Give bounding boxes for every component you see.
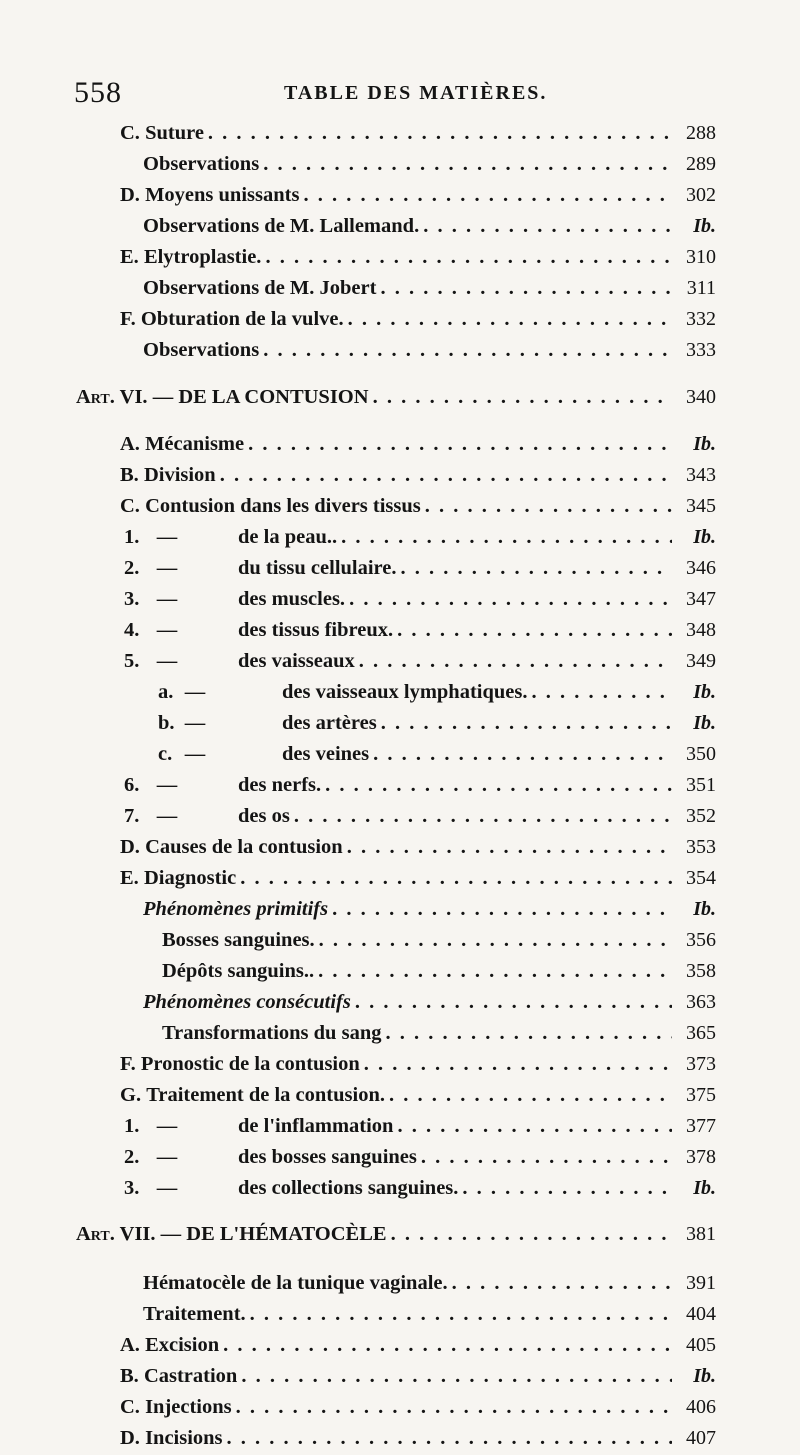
entry-prefix: 2. [124,1146,140,1168]
entry-text: des nerfs. [238,774,322,796]
entry-page: 350 [686,743,716,765]
dot-leader [263,149,672,179]
entry-prefix: 1. [124,1115,140,1137]
entry-page: 340 [686,386,716,408]
entry-dash: — [156,557,178,579]
entry-page: Ib. [693,526,716,548]
entry-text: Hématocèle de la tunique vaginale. [143,1272,448,1294]
toc-entry [143,273,716,303]
entry-prefix: Art. VI. [76,386,148,408]
entry-page: 352 [686,805,716,827]
entry-page: 310 [686,246,716,268]
entry-page: 391 [686,1272,716,1294]
toc-entry [162,956,716,986]
toc-entry [124,1173,716,1203]
dot-leader [391,1219,672,1249]
toc-entry [120,832,716,862]
toc-entry [143,335,716,365]
toc-article-heading [76,382,716,412]
entry-text: du tissu cellulaire. [238,557,397,579]
dot-leader [318,956,672,986]
entry-prefix: 5. [124,650,140,672]
toc-article-heading [76,1219,716,1249]
toc-entry [124,615,716,645]
toc-entry [124,1111,716,1141]
entry-page: 356 [686,929,716,951]
running-title: TABLE DES MATIÈRES. [284,82,548,104]
entry-text: Elytroplastie. [143,246,262,268]
entry-prefix: D. [120,1427,140,1449]
toc-entry [158,739,716,769]
toc-entry [124,770,716,800]
toc-entry [120,460,716,490]
dot-leader [263,335,672,365]
toc-entry [143,211,716,241]
entry-dash: — [156,805,178,827]
entry-page: Ib. [693,898,716,920]
entry-page: Ib. [693,433,716,455]
entry-text: Suture [145,122,204,144]
entry-prefix: C. [120,122,140,144]
entry-page: 289 [686,153,716,175]
dot-leader [397,1111,672,1141]
entry-prefix: A. [120,1334,140,1356]
toc-entry [120,1049,716,1079]
dot-leader [373,382,672,412]
toc-entry [124,801,716,831]
toc-entry [120,491,716,521]
entry-text: des os [238,805,290,827]
entry-text: DE L'HÉMATOCÈLE [186,1223,387,1245]
dot-leader [248,429,672,459]
entry-page: 288 [686,122,716,144]
toc-entry [143,987,716,1017]
dot-leader [355,987,672,1017]
toc-entry [120,304,716,334]
entry-prefix: c. [158,743,173,765]
dot-leader [349,584,672,614]
toc-entry [124,553,716,583]
entry-prefix: E. [120,246,139,268]
entry-page: 406 [686,1396,716,1418]
entry-prefix: B. [120,464,139,486]
entry-page: 407 [686,1427,716,1449]
dot-leader [341,522,672,552]
page-header [74,76,714,110]
dot-leader [294,801,672,831]
entry-page: 343 [686,464,716,486]
entry-text: Obturation de la vulve. [140,308,344,330]
entry-text: Causes de la contusion [145,836,343,858]
entry-prefix: 2. [124,557,140,579]
entry-page: 378 [686,1146,716,1168]
entry-page: 375 [686,1084,716,1106]
dot-leader [385,1018,672,1048]
entry-page: 354 [686,867,716,889]
dot-leader [531,677,672,707]
entry-dash: — [160,1223,182,1245]
entry-page: Ib. [693,712,716,734]
entry-text: Injections [145,1396,232,1418]
toc-entry [120,180,716,210]
entry-page: 349 [686,650,716,672]
entry-text: des artères [282,712,377,734]
toc-entry [162,925,716,955]
entry-text: des tissus fibreux. [238,619,394,641]
entry-dash: — [184,712,206,734]
entry-text: Phénomènes consécutifs [143,991,351,1013]
toc-entry [124,646,716,676]
entry-dash: — [156,526,178,548]
dot-leader [348,304,672,334]
dot-leader [421,1142,672,1172]
entry-prefix: b. [158,712,175,734]
toc-entry [120,1423,716,1453]
entry-dash: — [156,619,178,641]
entry-prefix: A. [120,433,140,455]
dot-leader [265,242,672,272]
entry-page: Ib. [693,1365,716,1387]
dot-leader [425,491,672,521]
entry-page: Ib. [693,681,716,703]
entry-page: 302 [686,184,716,206]
entry-page: 404 [686,1303,716,1325]
entry-dash: — [184,681,206,703]
entry-text: Moyens unissants [145,184,300,206]
entry-dash: — [184,743,206,765]
toc-entry [124,584,716,614]
entry-text: Diagnostic [143,867,237,889]
toc-entry [124,522,716,552]
toc-entry [120,1330,716,1360]
toc-entry [158,677,716,707]
dot-leader [401,553,672,583]
dot-leader [462,1173,672,1203]
entry-prefix: Art. VII. [76,1223,156,1245]
entry-text: des muscles. [238,588,346,610]
entry-text: Contusion dans les divers tissus [145,495,421,517]
entry-prefix: 6. [124,774,140,796]
dot-leader [389,1080,672,1110]
entry-dash: — [156,774,178,796]
entry-page: 353 [686,836,716,858]
toc-entry [143,149,716,179]
entry-prefix: G. [120,1084,142,1106]
dot-leader [220,460,672,490]
page-number: 558 [74,76,122,109]
entry-prefix: F. [120,1053,136,1075]
entry-page: 365 [686,1022,716,1044]
toc-entry [162,1018,716,1048]
entry-text: des collections sanguines. [238,1177,459,1199]
dot-leader [227,1423,672,1453]
entry-dash: — [152,386,174,408]
entry-text: des vaisseaux lymphatiques. [282,681,528,703]
dot-leader [236,1392,672,1422]
toc-entry [120,863,716,893]
entry-text: Pronostic de la contusion [140,1053,360,1075]
entry-text: Observations [143,339,260,361]
entry-page: 332 [686,308,716,330]
entry-prefix: 7. [124,805,140,827]
dot-leader [223,1330,672,1360]
entry-page: 351 [686,774,716,796]
entry-prefix: F. [120,308,136,330]
entry-text: DE LA CONTUSION [178,386,369,408]
entry-text: Traitement. [143,1303,246,1325]
entry-prefix: 3. [124,1177,140,1199]
toc-entry [120,1361,716,1391]
entry-prefix: D. [120,836,140,858]
dot-leader [452,1268,672,1298]
dot-leader [381,708,672,738]
entry-prefix: B. [120,1365,139,1387]
dot-leader [359,646,672,676]
entry-prefix: C. [120,1396,140,1418]
entry-text: Observations [143,153,260,175]
entry-prefix: E. [120,867,139,889]
entry-dash: — [156,1177,178,1199]
entry-text: de l'inflammation [238,1115,394,1137]
dot-leader [423,211,672,241]
dot-leader [319,925,672,955]
entry-prefix: D. [120,184,140,206]
toc-entry [143,894,716,924]
entry-prefix: 4. [124,619,140,641]
entry-text: Bosses sanguines. [162,929,315,951]
entry-text: Phénomènes primitifs [143,898,329,920]
entry-page: 345 [686,495,716,517]
entry-text: Dépôts sanguins.. [162,960,315,982]
entry-page: 311 [686,277,716,299]
entry-text: de la peau.. [238,526,338,548]
dot-leader [373,739,672,769]
dot-leader [241,1361,672,1391]
entry-page: Ib. [693,215,716,237]
toc-entry [120,242,716,272]
toc-entry [124,1142,716,1172]
entry-text: Observations de M. Jobert [143,277,377,299]
entry-page: 358 [686,960,716,982]
toc-entry [143,1299,716,1329]
entry-text: Mécanisme [145,433,245,455]
entry-dash: — [156,1146,178,1168]
entry-page: 348 [686,619,716,641]
entry-page: 405 [686,1334,716,1356]
toc-entry [120,1392,716,1422]
entry-text: des bosses sanguines [238,1146,417,1168]
dot-leader [347,832,672,862]
entry-page: Ib. [693,1177,716,1199]
entry-prefix: 3. [124,588,140,610]
dot-leader [208,118,672,148]
entry-page: 377 [686,1115,716,1137]
entry-dash: — [156,1115,178,1137]
entry-dash: — [156,588,178,610]
entry-page: 347 [686,588,716,610]
entry-text: Observations de M. Lallemand. [143,215,420,237]
dot-leader [397,615,672,645]
entry-dash: — [156,650,178,672]
entry-text: Transformations du sang [162,1022,382,1044]
entry-page: 363 [686,991,716,1013]
entry-text: Division [143,464,216,486]
dot-leader [325,770,672,800]
entry-text: des veines [282,743,370,765]
toc-entry [158,708,716,738]
entry-page: 346 [686,557,716,579]
toc-entry [143,1268,716,1298]
toc-entry [120,1080,716,1110]
entry-page: 333 [686,339,716,361]
dot-leader [303,180,672,210]
entry-prefix: a. [158,681,174,703]
entry-text: Incisions [145,1427,223,1449]
entry-text: Excision [145,1334,220,1356]
entry-prefix: 1. [124,526,140,548]
entry-page: 381 [686,1223,716,1245]
dot-leader [240,863,672,893]
toc-entry [120,429,716,459]
dot-leader [380,273,672,303]
dot-leader [364,1049,672,1079]
entry-text: des vaisseaux [238,650,355,672]
dot-leader [332,894,672,924]
toc-entry [120,118,716,148]
entry-prefix: C. [120,495,140,517]
dot-leader [250,1299,672,1329]
entry-page: 373 [686,1053,716,1075]
entry-text: Traitement de la contusion. [146,1084,385,1106]
entry-text: Castration [143,1365,238,1387]
